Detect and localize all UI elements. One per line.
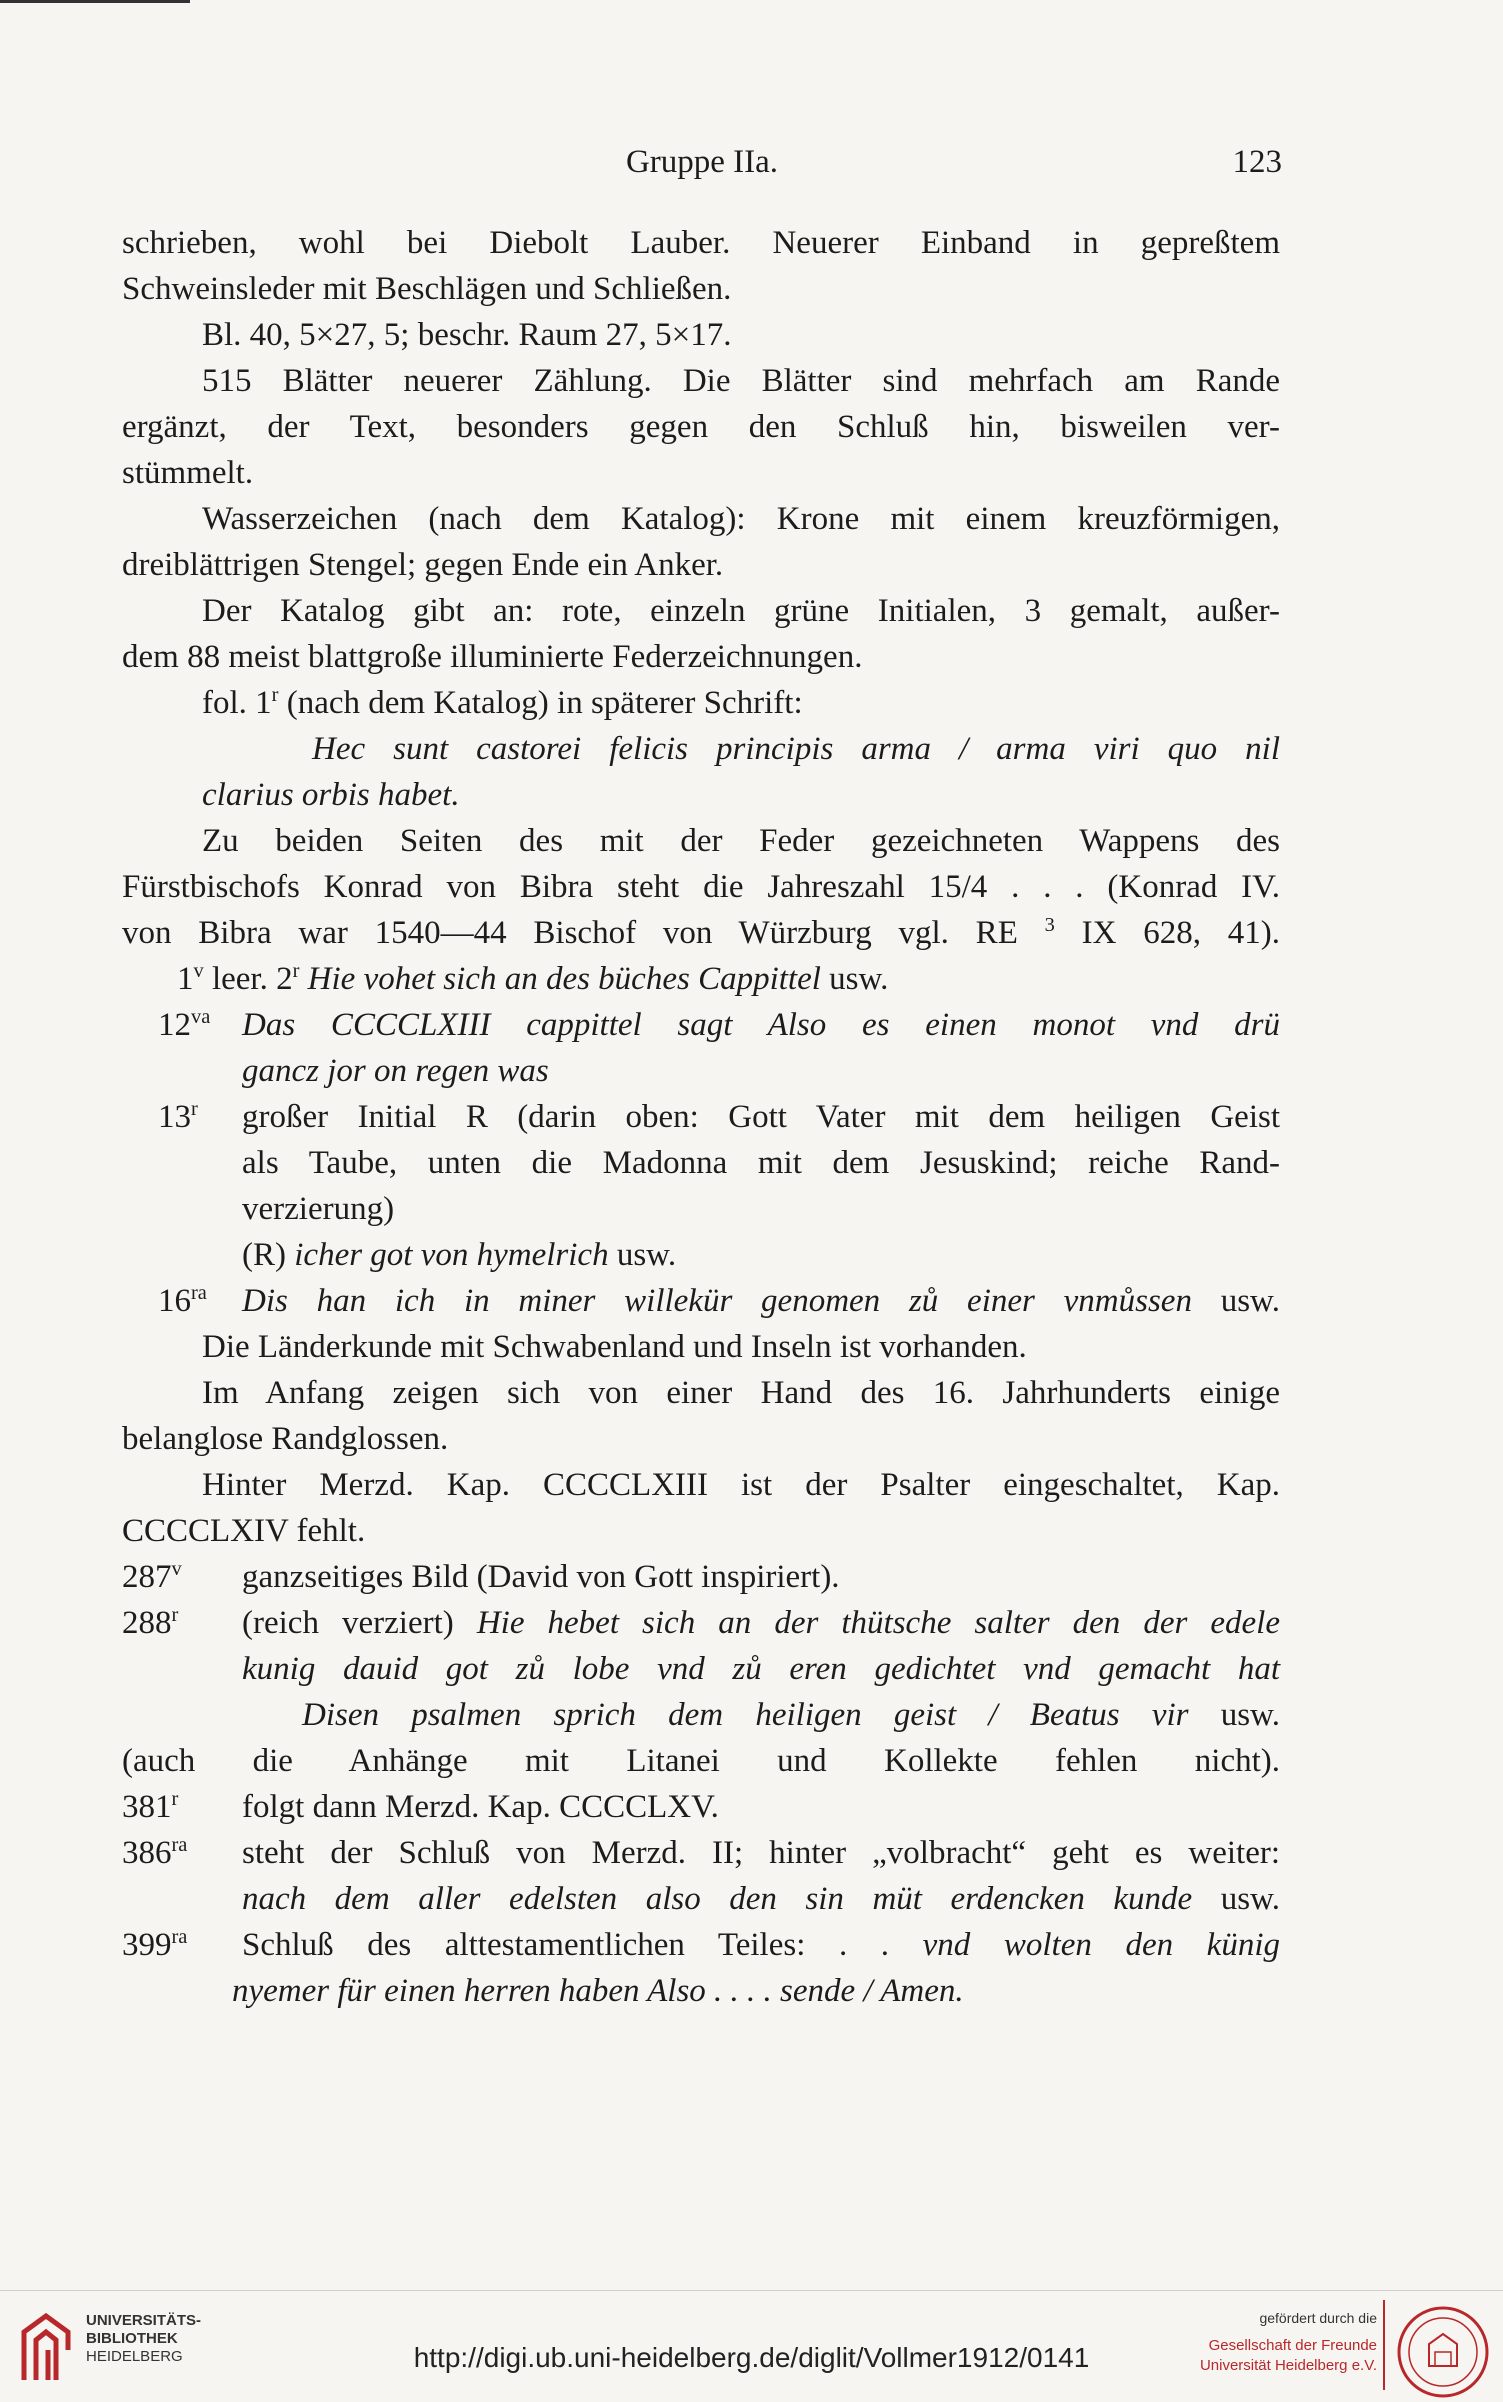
folio-number: 12: [158, 1007, 191, 1043]
incipit: nach dem aller edelsten also den sin müt erdencken kunde: [242, 1881, 1193, 1917]
entry-text: [242, 1922, 1280, 1968]
text-line: Der Katalog gibt an: rote, einzeln grüne Initialen, 3 gemalt, außer-: [202, 593, 1280, 629]
quote-text: Hec sunt castorei felicis principis arma / arma viri quo nil: [312, 731, 1280, 767]
folio-ref: [122, 1830, 242, 1876]
text-line: stümmelt.: [122, 455, 254, 491]
folio-number: 381: [122, 1789, 172, 1825]
sponsor-divider: [1383, 2300, 1385, 2390]
folio-text: (nach dem Katalog) in späterer Schrift:: [278, 685, 803, 721]
folio-sup: r: [171, 1788, 179, 1810]
page-header: [122, 144, 1282, 184]
text-segment: usw.: [1191, 1283, 1280, 1319]
text-line: dem 88 meist blattgroße illuminierte Federzeichnungen.: [122, 639, 863, 675]
quote-line: [122, 726, 1280, 772]
entry-text: großer Initial R (darin oben: Gott Vater mit dem heiligen Geist: [242, 1099, 1280, 1135]
folio-sup: r: [191, 1098, 198, 1120]
folio-sup: va: [191, 1006, 211, 1028]
text-line: dreiblättrigen Stengel; gegen Ende ein Anker.: [122, 547, 724, 583]
folio-entry: [122, 1554, 1280, 1600]
text-line: belanglose Randglossen.: [122, 1421, 449, 1457]
entry-text: ganzseitiges Bild (David von Gott inspiriert).: [242, 1559, 840, 1595]
folio-entry: [122, 1094, 1280, 1140]
incipit: Das CCCCLXIII cappittel sagt Also es einen monot vnd drü: [242, 1007, 1280, 1043]
library-name-line: HEIDELBERG: [86, 2348, 183, 2365]
folio-number: 287: [122, 1559, 172, 1595]
folio-entry-cont: [122, 1646, 1280, 1692]
text-line: 515 Blätter neuerer Zählung. Die Blätter sind mehrfach am Rande: [202, 363, 1280, 399]
incipit: kunig dauid got zů lobe vnd zů eren gedichtet vnd gemacht hat: [242, 1651, 1280, 1687]
folio-entry: [122, 956, 1280, 1002]
sponsor-credit: [1200, 2308, 1377, 2376]
text-line: [122, 910, 1280, 956]
folio-number: 386: [122, 1835, 172, 1871]
entry-text: [242, 1278, 1280, 1324]
folio-sup: v: [171, 1558, 182, 1580]
entry-text: [242, 1002, 1280, 1048]
text-segment: von Bibra war 1540—44 Bischof von Würzburg vgl. RE: [122, 915, 1045, 951]
folio-entry-cont: [122, 1876, 1280, 1922]
text-segment: usw.: [1192, 1881, 1281, 1917]
folio-ref: [122, 1784, 242, 1830]
text-line: CCCCLXIV fehlt.: [122, 1513, 366, 1549]
incipit: icher got von hymelrich: [294, 1237, 609, 1273]
folio-entry: [122, 1002, 1280, 1048]
folio-entry: [122, 1922, 1280, 1968]
folio-entry-cont: [122, 1048, 1280, 1094]
folio-sup: r: [271, 684, 279, 706]
entry-text: [242, 1600, 1280, 1646]
folio-ref: 1: [177, 961, 194, 997]
text-line: Fürstbischofs Konrad von Bibra steht die Jahreszahl 15/4 . . . (Konrad IV.: [122, 869, 1280, 905]
entry-text: folgt dann Merzd. Kap. CCCCLXV.: [242, 1789, 719, 1825]
folio-sup: ra: [191, 1282, 207, 1304]
folio-entry-cont: [122, 1692, 1280, 1738]
text-line: schrieben, wohl bei Diebolt Lauber. Neuerer Einband in gepreßtem: [122, 225, 1280, 261]
folio-sup: ra: [171, 1834, 188, 1856]
folio-ref: [122, 1922, 242, 1968]
incipit: Disen psalmen sprich dem heiligen geist / Beatus vir: [302, 1697, 1189, 1733]
running-title: Gruppe IIa.: [625, 144, 779, 180]
text-line: ergänzt, der Text, besonders gegen den Schluß hin, bisweilen ver-: [122, 409, 1280, 445]
sponsor-intro: gefördert durch die: [1259, 2310, 1377, 2326]
folio-sup: v: [193, 960, 204, 982]
text-line: Hinter Merzd. Kap. CCCCLXIII ist der Psalter eingeschaltet, Kap.: [202, 1467, 1280, 1503]
text-segment: (R): [242, 1237, 295, 1273]
page-number: 123: [1232, 144, 1282, 180]
footer-divider: [0, 2290, 1503, 2291]
viewer-footer: [0, 2290, 1503, 2402]
text-segment: usw.: [608, 1237, 677, 1273]
text-segment: usw.: [1188, 1697, 1281, 1733]
folio-entry-cont: [122, 1968, 1280, 2014]
university-seal-icon: [1395, 2304, 1491, 2400]
folio-label: fol. 1: [202, 685, 272, 721]
incipit: Hie hebet sich an der thütsche salter den der edele: [476, 1605, 1280, 1641]
quote-line: [122, 772, 1280, 818]
folio-entry-cont: [122, 1232, 1280, 1278]
folio-ref: [122, 1600, 242, 1646]
folio-number: 399: [122, 1927, 172, 1963]
incipit: vnd wolten den künig: [922, 1927, 1280, 1963]
text-line: Schweinsleder mit Beschlägen und Schließen.: [122, 271, 732, 307]
folio-number: 13: [158, 1099, 191, 1135]
incipit: gancz jor on regen was: [242, 1053, 549, 1089]
sponsor-name: Gesellschaft der Freunde: [1208, 2337, 1377, 2354]
library-name-line: BIBLIOTHEK: [86, 2330, 178, 2347]
text-segment: usw.: [820, 961, 889, 997]
text-line: [122, 680, 1280, 726]
incipit: Dis han ich in miner willekür genomen zů einer vnmůssen: [242, 1283, 1192, 1319]
edition-sup: 3: [1044, 914, 1055, 936]
folio-entry-cont: als Taube, unten die Madonna mit dem Jesuskind; reiche Rand-: [242, 1145, 1280, 1181]
folio-number: 16: [158, 1283, 191, 1319]
folio-number: 288: [122, 1605, 172, 1641]
folio-sup: r: [292, 960, 300, 982]
text-segment: Schluß des alttestamentlichen Teiles: . .: [242, 1927, 923, 1963]
incipit: Hie vohet sich an des büches Cappittel: [307, 961, 821, 997]
folio-sup: ra: [171, 1926, 188, 1948]
folio-entry: [122, 1600, 1280, 1646]
text-line: Bl. 40, 5×27, 5; beschr. Raum 27, 5×17.: [202, 317, 732, 353]
text-line: Zu beiden Seiten des mit der Feder gezeichneten Wappens des: [202, 823, 1280, 859]
folio-ref: [122, 1554, 242, 1600]
incipit: nyemer für einen herren haben Also . . . . sende / Amen.: [232, 1973, 964, 2009]
folio-sup: r: [171, 1604, 179, 1626]
folio-entry: [122, 1784, 1280, 1830]
text-line: Die Länderkunde mit Schwabenland und Inseln ist vorhanden.: [202, 1329, 1027, 1365]
folio-ref: [122, 1002, 242, 1048]
top-rule: [0, 0, 190, 3]
folio-ref: [122, 1278, 242, 1324]
folio-entry-cont: verzierung): [242, 1191, 395, 1227]
text-segment: (reich verziert): [242, 1605, 477, 1641]
folio-entry: [122, 1830, 1280, 1876]
text-line: (auch die Anhänge mit Litanei und Kollekte fehlen nicht).: [122, 1743, 1280, 1779]
folio-entry: [122, 1278, 1280, 1324]
text-segment: IX 628, 41).: [1054, 915, 1281, 951]
folio-ref: [122, 1094, 242, 1140]
text-segment: leer. 2: [203, 961, 293, 997]
page-body: [122, 220, 1280, 2014]
text-line: Wasserzeichen (nach dem Katalog): Krone mit einem kreuzförmigen,: [202, 501, 1280, 537]
text-line: Im Anfang zeigen sich von einer Hand des 16. Jahrhunderts einige: [202, 1375, 1280, 1411]
permalink-url[interactable]: http://digi.ub.uni-heidelberg.de/diglit/Vollmer1912/0141: [413, 2342, 1090, 2373]
entry-text: steht der Schluß von Merzd. II; hinter „volbracht“ geht es weiter:: [242, 1835, 1280, 1871]
quote-text: clarius orbis habet.: [202, 777, 460, 813]
library-name-line: UNIVERSITÄTS-: [86, 2312, 202, 2329]
sponsor-name: Universität Heidelberg e.V.: [1199, 2357, 1377, 2374]
